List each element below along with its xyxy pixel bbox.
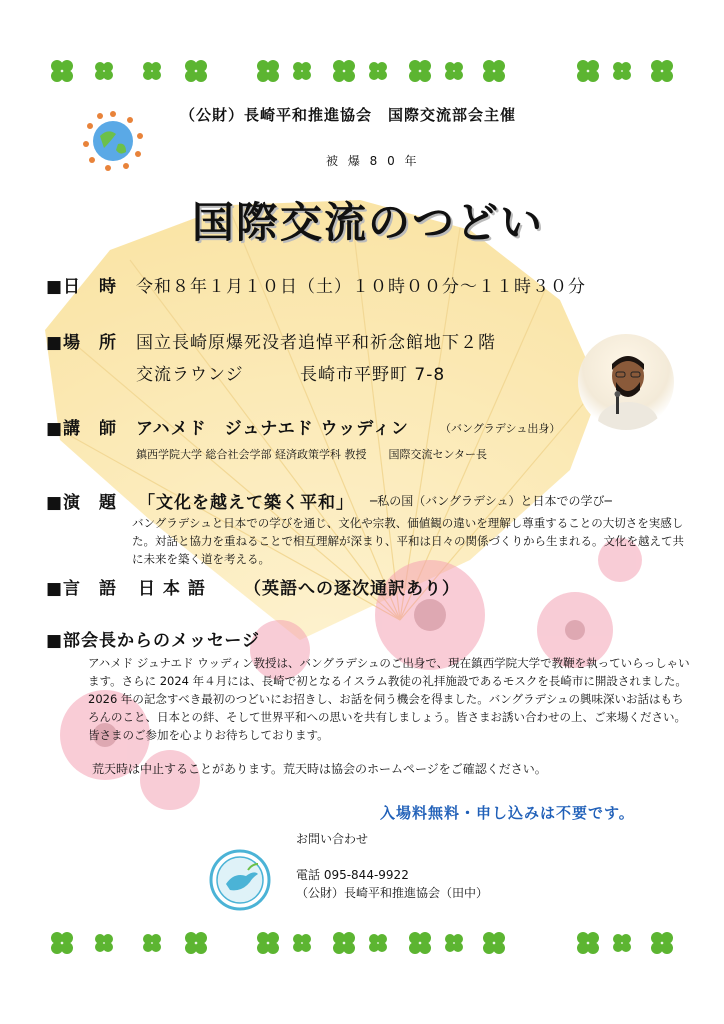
peace-dove-logo <box>208 848 272 912</box>
admission-note: 入場料無料・申し込みは不要です。 <box>380 804 635 822</box>
contact-phone: 電話 095-844-9922 <box>296 868 409 882</box>
place-line2a: 交流ラウンジ <box>136 365 244 385</box>
language-label: ■言 語 <box>46 579 118 599</box>
language-value: 日 本 語 <box>138 579 206 599</box>
organizer-line: （公財）長崎平和推進協会 国際交流部会主催 <box>180 106 517 124</box>
topic-label: ■演 題 <box>46 493 118 513</box>
event-subtitle: 被 爆 8 0 年 <box>326 154 420 168</box>
topic-description: バングラデシュと日本での学びを通じ、文化や宗教、価値観の違いを理解し尊重することの大切さを実感した。対話と協力を重ねることで相互理解が深まり、平和は日々の関係づくりから生まれる。文化を越えて共に未来を築く道を考える。 <box>132 516 684 566</box>
clover-border-bottom <box>0 930 724 960</box>
globe-with-people-icon <box>80 108 146 174</box>
weather-note: 荒天時は中止することがあります。荒天時は協会のホームページをご確認ください。 <box>92 762 547 776</box>
contact-org: （公財）長崎平和推進協会（田中） <box>296 886 489 900</box>
place-line2b: 長崎市平野町 7-8 <box>300 365 446 385</box>
message-heading: ■部会長からのメッセージ <box>46 631 261 651</box>
lecturer-photo <box>578 334 674 430</box>
datetime-label: ■日 時 <box>46 277 118 297</box>
lecturer-name: アハメド ジュナエド ウッディン <box>136 419 409 439</box>
topic-subtitle: ─私の国（バングラデシュ）と日本での学び─ <box>370 494 612 508</box>
datetime-value: 令和８年１月１０日（土）１０時００分～１１時３０分 <box>136 277 586 297</box>
contact-heading: お問い合わせ <box>296 832 369 846</box>
page-title: 国際交流のつどい <box>192 198 545 247</box>
topic-title: 「文化を越えて築く平和」 <box>138 493 354 513</box>
lecturer-origin: （バングラデシュ出身） <box>440 422 561 435</box>
lecturer-affiliation: 鎮西学院大学 総合社会学部 経済政策学科 教授 国際交流センター長 <box>136 448 488 461</box>
lecturer-portrait <box>578 334 674 430</box>
place-label: ■場 所 <box>46 333 118 353</box>
message-body: アハメド ジュナエド ウッディン教授は、バングラデシュのご出身で、現在鎮西学院大学で教鞭を執っていらっしゃいます。さらに 2024 年４月には、長崎で初となるイスラム教徒の礼拝施設であるモスクを長崎市に開設されました。2026 年の記念すべき最初のつどいにお招きし、お話を伺う機会を得ました。バングラデシュの興味深いお話はもちろんのこと、日本との絆、そして世界平和への思いを共有しましょう。皆さまお誘い合わせの上、ご来場ください。皆さまのご参加を心よりお待ちしております。 <box>88 656 690 742</box>
lecturer-label: ■講 師 <box>46 419 118 439</box>
language-note: （英語への逐次通訳あり） <box>244 579 460 599</box>
place-line1: 国立長崎原爆死没者追悼平和祈念館地下２階 <box>136 333 496 353</box>
clover-border-top <box>0 58 724 88</box>
